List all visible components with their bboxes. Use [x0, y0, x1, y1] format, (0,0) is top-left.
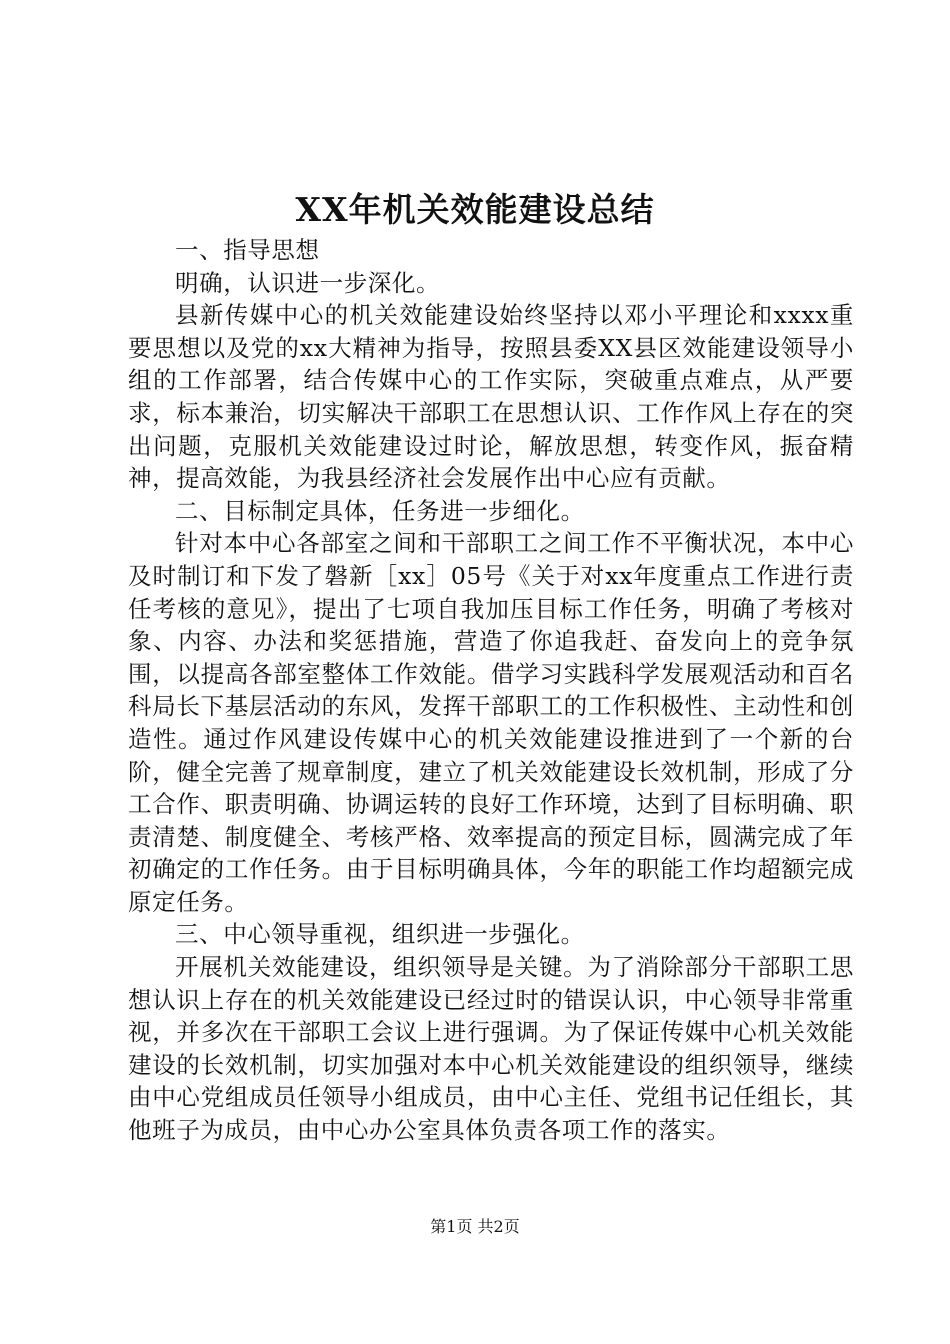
document-title: XX年机关效能建设总结 — [295, 190, 655, 229]
paragraph-leadership-content: 开展机关效能建设，组织领导是关键。为了消除部分干部职工思想认识上存在的机关效能建设已经过时的错误认识，中心领导非常重视，并多次在干部职工会议上进行强调。为了保证传媒中心机关效能建设的长效机制，切实加强对本中心机关效能建设的组织领导，继续由中心党组成员任领导小组成员，由中心主任、党组书记任组长，其他班子为成员，由中心办公室具体负责各项工作的落实。 — [128, 953, 854, 1145]
heading-guiding-ideology: 一、指导思想 — [175, 236, 320, 264]
paragraph-targets-content: 针对本中心各部室之间和干部职工之间工作不平衡状况，本中心及时制订和下发了磐新［xx］05号《关于对xx年度重点工作进行责任考核的意见》，提出了七项自我加压目标工作任务，明确了考核对象、内容、办法和奖惩措施，营造了你追我赶、奋发向上的竞争氛围，以提高各部室整体工作效能。借学习实践科学发展观活动和百名科局长下基层活动的东风，发挥干部职工的工作积极性、主动性和创造性。通过作风建设传媒中心的机关效能建设推进到了一个新的台阶，健全完善了规章制度，建立了机关效能建设长效机制，形成了分工合作、职责明确、协调运转的良好工作环境，达到了目标明确、职责清楚、制度健全、考核严格、效率提高的预定目标，圆满完成了年初确定的工作任务。由于目标明确具体，今年的职能工作均超额完成原定任务。 — [128, 529, 854, 916]
page-number-footer: 第1页 共2页 — [430, 1217, 520, 1236]
paragraph-understanding: 明确，认识进一步深化。 — [175, 268, 441, 297]
heading-targets: 二、目标制定具体，任务进一步细化。 — [175, 496, 585, 525]
document-body — [128, 234, 854, 1147]
heading-leadership: 三、中心领导重视，组织进一步强化。 — [175, 920, 585, 949]
paragraph-guiding-content: 县新传媒中心的机关效能建设始终坚持以邓小平理论和xxxx重要思想以及党的xx大精神为指导，按照县委XX县区效能建设领导小组的工作部署，结合传媒中心的工作实际，突破重点难点，从严要求，标本兼治，切实解决干部职工在思想认识、工作作风上存在的突出问题，克服机关效能建设过时论，解放思想，转变作风，振奋精神，提高效能，为我县经济社会发展作出中心应有贡献。 — [128, 301, 854, 493]
